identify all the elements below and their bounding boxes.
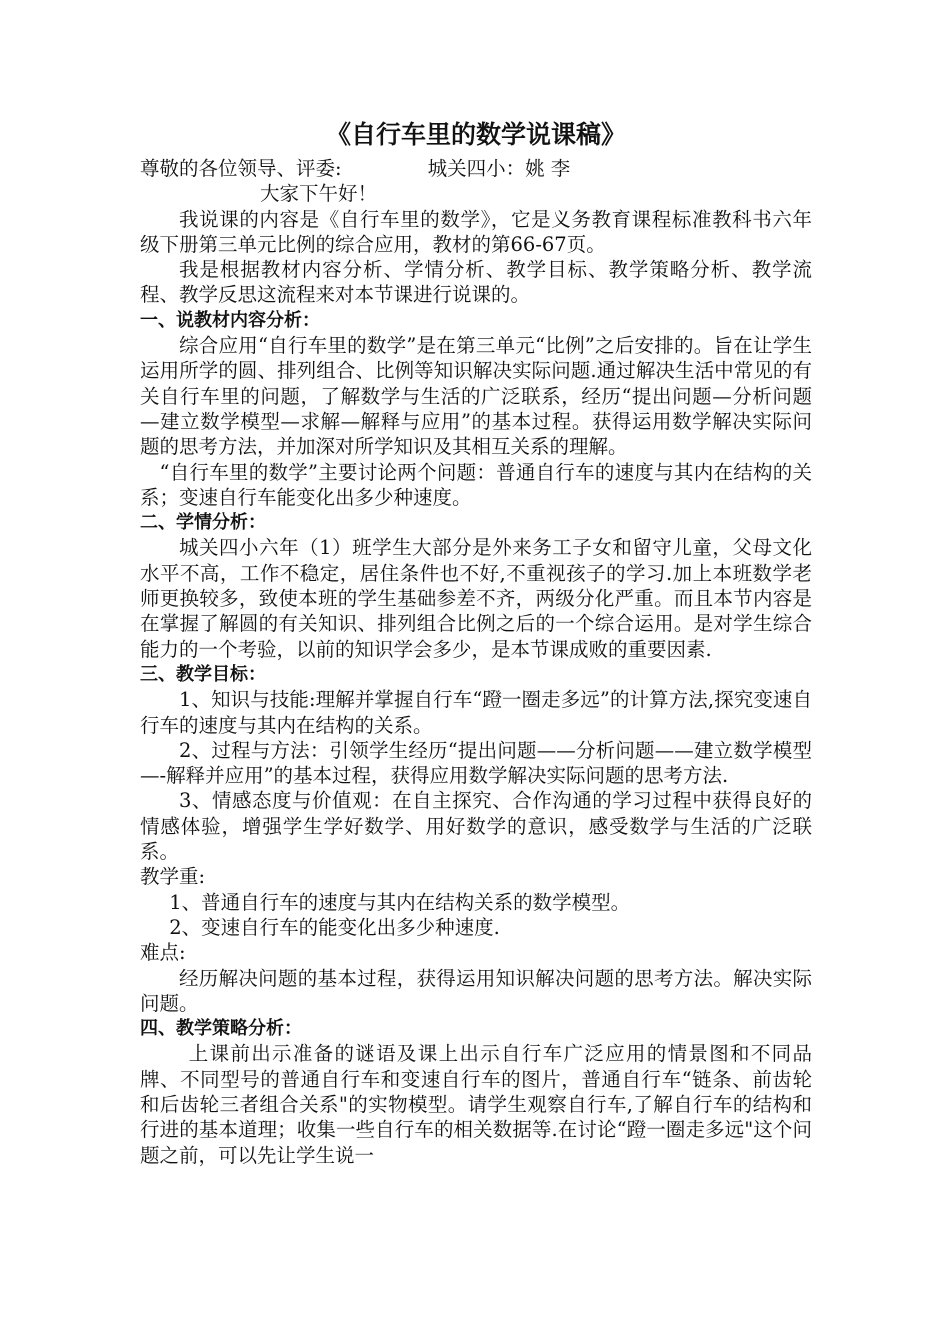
goal-1: 1、知识与技能:理解并掌握自行车“蹬一圈走多远”的计算方法,探究变速自行车的速度与其内在结构的关系。 <box>140 688 812 737</box>
section1-paragraph-1: 综合应用“自行车里的数学”是在第三单元“比例”之后安排的。旨在让学生运用所学的圆、排列组合、比例等知识解决实际问题.通过解决生活中常见的有关自行车里的问题，了解数学与生活的广泛联系，经历“提出问题—分析问题—建立数学模型—求解—解释与应用”的基本过程。获得运用数学解决实际问题的思考方法，并加深对所学知识及其相互关系的理解。 <box>140 334 812 459</box>
difficulty-point-1: 经历解决问题的基本过程，获得运用知识解决问题的思考方法。解决实际问题。 <box>140 966 812 1015</box>
salutation-line <box>140 156 812 181</box>
section1-paragraph-2: “自行车里的数学”主要讨论两个问题：普通自行车的速度与其内在结构的关系；变速自行车能变化出多少种速度。 <box>140 460 812 509</box>
document-title: 《自行车里的数学说课稿》 <box>325 120 626 149</box>
salutation-speaker: 城关四小：姚 李 <box>427 157 571 180</box>
section2-paragraph-1: 城关四小六年（1）班学生大部分是外来务工子女和留守儿童，父母文化水平不高，工作不稳定，居住条件也不好,不重视孩子的学习.加上本班数学老师更换较多，致使本班的学生基础参差不齐，两级分化严重。而且本节内容是在掌握了解圆的有关知识、排列组合比例之后的一个综合运用。是对学生综合能力的一个考验，以前的知识学会多少，是本节课成败的重要因素. <box>140 536 812 661</box>
section-heading-2: 二、学情分析： <box>140 512 266 534</box>
section-heading-1: 一、说教材内容分析： <box>140 309 320 331</box>
section-heading-3: 三、教学目标： <box>140 663 266 685</box>
salutation-audience: 尊敬的各位领导、评委: <box>140 157 342 180</box>
goal-2: 2、过程与方法：引领学生经历“提出问题——分析问题——建立数学模型—-解释并应用”的基本过程，获得应用数学解决实际问题的思考方法. <box>140 738 812 788</box>
section4-paragraph-1: 上课前出示准备的谜语及课上出示自行车广泛应用的情景图和不同品牌、不同型号的普通自行车和变速自行车的图片，普通自行车“链条、前齿轮和后齿轮三者组合关系"的实物模型。请学生观察自行车,了解自行车的结构和行进的基本道理；收集一些自行车的相关数据等.在讨论“蹬一圈走多远"这个问题之前，可以先让学生说一 <box>140 1042 812 1167</box>
goal-3: 3、情感态度与价值观：在自主探究、合作沟通的学习过程中获得良好的情感体验，增强学生学好数学、用好数学的意识，感受数学与生活的广泛联系。 <box>140 789 812 864</box>
difficulty-label: 难点: <box>140 941 186 965</box>
intro-paragraph-1: 我说课的内容是《自行车里的数学》，它是义务教育课程标准教科书六年级下册第三单元比例的综合应用，教材的第66-67页。 <box>140 207 812 256</box>
section-heading-4: 四、教学策略分析： <box>140 1018 302 1040</box>
key-point-1: 1、普通自行车的速度与其内在结构关系的数学模型。 <box>169 890 631 914</box>
greeting: 大家下午好！ <box>260 182 378 206</box>
key-points-label: 教学重: <box>140 865 206 889</box>
intro-paragraph-2: 我是根据教材内容分析、学情分析、教学目标、教学策略分析、教学流程、教学反思这流程来对本节课进行说课的。 <box>140 258 812 307</box>
key-point-2: 2、变速自行车的能变化出多少种速度. <box>169 915 500 939</box>
document-page <box>140 118 812 1168</box>
